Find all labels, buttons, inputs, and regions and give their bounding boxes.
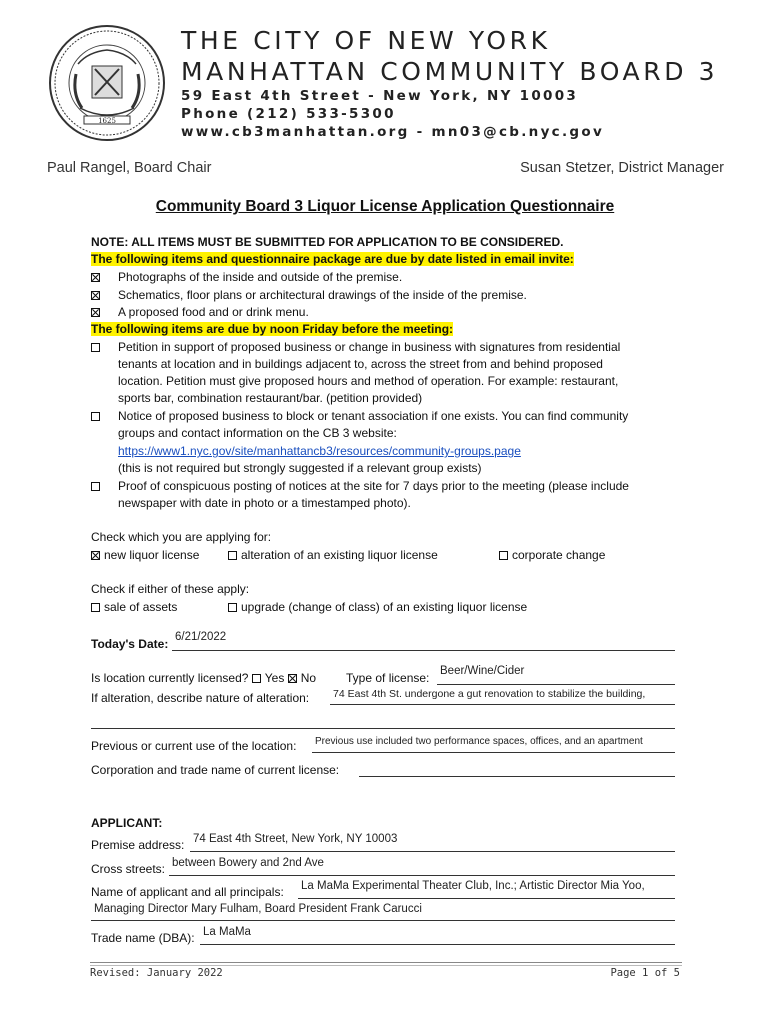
petition-line-2: tenants at location and in buildings adjacent to, across the street from and behind proposed	[118, 357, 603, 371]
header-phone: Phone (212) 533-5300	[181, 106, 396, 122]
checkbox-icon	[499, 551, 508, 560]
previous-use-label: Previous or current use of the location:	[91, 739, 297, 753]
notice-line-2: groups and contact information on the CB 3 website:	[118, 426, 397, 440]
petition-line-1: Petition in support of proposed business or change in business with signatures from residential	[118, 340, 621, 354]
revised-date: Revised: January 2022	[90, 967, 223, 979]
notice-check[interactable]	[91, 408, 104, 426]
checkbox-checked-icon	[91, 551, 100, 560]
premise-label: Premise address:	[91, 838, 185, 852]
license-type-line	[437, 684, 675, 685]
either-label: Check if either of these apply:	[91, 582, 250, 596]
noon-heading: The following items are due by noon Friday before the meeting:	[91, 322, 454, 336]
applicant-name-line	[298, 898, 675, 899]
cross-streets-field[interactable]: between Bowery and 2nd Ave	[172, 857, 324, 869]
link-note: (this is not required but strongly suggested if a relevant group exists)	[118, 461, 482, 475]
alteration-label: If alteration, describe nature of alteration:	[91, 691, 310, 705]
package-item-1: Photographs of the inside and outside of the premise.	[118, 270, 403, 284]
petition-line-4: sports bar, combination restaurant/bar. (petition provided)	[118, 391, 423, 405]
trade-name-line	[200, 944, 675, 945]
new-license-option[interactable]: new liquor license	[91, 547, 199, 565]
community-groups-link[interactable]: https://www1.nyc.gov/site/manhattancb3/resources/community-groups.page	[118, 444, 521, 458]
city-seal-logo	[48, 24, 166, 142]
package-item-3: A proposed food and or drink menu.	[118, 305, 309, 319]
posting-line-2: newspaper with date in photo or a timestamped photo).	[118, 496, 411, 510]
date-field-line	[172, 650, 675, 651]
corporation-line[interactable]	[359, 776, 675, 777]
cross-streets-line	[169, 875, 675, 876]
applying-label: Check which you are applying for:	[91, 530, 272, 544]
header-city: THE CITY OF NEW YORK	[181, 26, 551, 55]
premise-line	[190, 851, 675, 852]
license-type-field[interactable]: Beer/Wine/Cider	[440, 665, 525, 677]
checkbox-icon	[228, 603, 237, 612]
package-heading: The following items and questionnaire package are due by date listed in email invite:	[91, 252, 574, 266]
premise-field[interactable]: 74 East 4th Street, New York, NY 10003	[193, 833, 398, 845]
cross-streets-label: Cross streets:	[91, 862, 166, 876]
petition-check[interactable]	[91, 339, 104, 357]
footer-divider	[90, 962, 682, 963]
notice-line-1: Notice of proposed business to block or tenant association if one exists. You can find community	[118, 409, 629, 423]
header-board: MANHATTAN COMMUNITY BOARD 3	[181, 57, 719, 86]
yes-checkbox-icon[interactable]	[252, 674, 261, 683]
corporation-label: Corporation and trade name of current license:	[91, 763, 340, 777]
licensed-label: Is location currently licensed? Yes No	[91, 671, 317, 685]
petition-line-3: location. Petition must give proposed hours and method of operation. For example: restaurant,	[118, 374, 619, 388]
trade-name-field[interactable]: La MaMa	[203, 926, 251, 938]
previous-use-field[interactable]: Previous use included two performance spaces, offices, and an apartment	[315, 736, 643, 747]
package-check-3[interactable]	[91, 304, 104, 322]
trade-name-label: Trade name (DBA):	[91, 931, 195, 945]
alteration-line	[330, 704, 675, 705]
previous-use-line	[312, 752, 675, 753]
notice-text: NOTE: ALL ITEMS MUST BE SUBMITTED FOR APPLICATION TO BE CONSIDERED.	[91, 235, 564, 249]
sale-of-assets-option[interactable]: sale of assets	[91, 599, 177, 617]
applicant-name-line-2	[91, 920, 675, 921]
package-check-1[interactable]	[91, 269, 104, 287]
posting-check[interactable]	[91, 478, 104, 496]
district-manager: Susan Stetzer, District Manager	[520, 160, 724, 176]
footer-divider-2	[90, 965, 682, 966]
license-type-label: Type of license:	[346, 671, 430, 685]
svg-text:1625: 1625	[98, 117, 116, 125]
header-web: www.cb3manhattan.org - mn03@cb.nyc.gov	[181, 124, 605, 140]
applicant-name-field-2[interactable]: Managing Director Mary Fulham, Board President Frank Carucci	[94, 903, 422, 915]
checkbox-icon	[228, 551, 237, 560]
alteration-option[interactable]: alteration of an existing liquor license	[228, 547, 438, 565]
page-title: Community Board 3 Liquor License Application Questionnaire	[155, 198, 615, 215]
corporate-change-option[interactable]: corporate change	[499, 547, 605, 565]
no-checkbox-icon[interactable]	[288, 674, 297, 683]
alteration-line-2	[91, 728, 675, 729]
alteration-field[interactable]: 74 East 4th St. undergone a gut renovation to stabilize the building,	[333, 688, 646, 700]
checkbox-icon	[91, 603, 100, 612]
date-field[interactable]: 6/21/2022	[175, 631, 227, 643]
posting-line-1: Proof of conspicuous posting of notices at the site for 7 days prior to the meeting (please include	[118, 479, 629, 493]
date-label: Today's Date:	[91, 637, 169, 651]
board-chair: Paul Rangel, Board Chair	[47, 160, 212, 176]
upgrade-option[interactable]: upgrade (change of class) of an existing liquor license	[228, 599, 527, 617]
applicant-name-field[interactable]: La MaMa Experimental Theater Club, Inc.; Artistic Director Mia Yoo,	[301, 880, 645, 892]
applicant-heading: APPLICANT:	[91, 816, 163, 830]
page-number: Page 1 of 5	[610, 967, 680, 979]
header-address: 59 East 4th Street - New York, NY 10003	[181, 88, 579, 104]
package-item-2: Schematics, floor plans or architectural drawings of the inside of the premise.	[118, 288, 527, 302]
applicant-name-label: Name of applicant and all principals:	[91, 885, 284, 899]
package-check-2[interactable]	[91, 287, 104, 305]
